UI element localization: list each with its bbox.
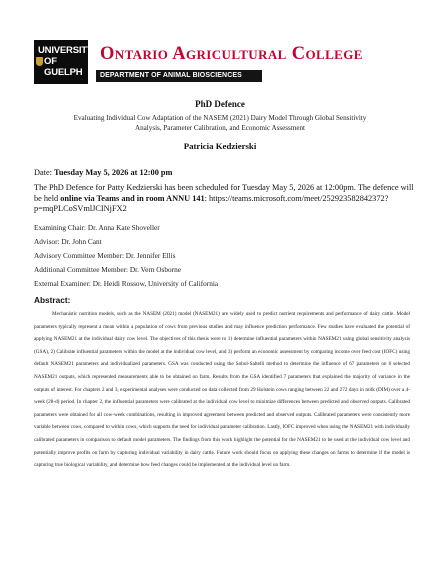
event-title: PhD Defence bbox=[195, 99, 245, 109]
abstract-text: Mechanistic nutrition models, such as the NASEM (2021) model (NASEM21) are widely used to predict nutrient requirements and performance of dairy cattle. Model parameters typically represent a mean within a population of cows from previous studies and may influence prediction performance. Few studies have evaluated the potential of applying NASEM21 at the individual dairy cow level. The objectives of this thesis were to 1) determine influential parameters within NASEM21 using global sensitivity analysis (GSA), 2) Calibrate influential parameters within the model at the individual cow level, and 3) perform an economic assessment by comparing income over feed cost (IOFC) using default NASEM21 parameters and individualized parameters. GSA was conducted using the Sobol-Saltelli method to determine the influence of 67 parameters on 6 selected NASEM21 outputs, which represented measurements able to be obtained on farm. Results from the GSA identified 7 parameters that explained the majority of variance in the outputs of interest. For chapters 2 and 3, experimental analyses were conducted on data collected from 29 Holstein cows ranging between 22 and 272 days in milk (DIM) over a 4-week (28-d) period. In chapter 2, the influential parameters were calibrated at the individual cow level to minimize differences between predicted and observed outputs. Calibrated parameters were obtained for all cow-week combinations, resulting in improved agreement between predicted and observed outputs. Calibrated parameters were consistently more variable between cows, compared to within cows, which supports the need for individual parameter calibration. Lastly, IOFC improved when using the NASEM21 with individually calibrated parameters in comparison to default model parameters. The findings from this work highlight the potential for the NASEM21 to be used at the individual cow level and potentially improve profits on farm by capturing individual variability in dairy cattle. Future work should focus on applying these changes on farms to determine if the model is capturing true biological variability, and determine how feed changes could be implemented at the individual level on farm. bbox=[34, 311, 410, 469]
announcement-text: The PhD Defence for Patty Kedzierski has been scheduled for Tuesday May 5, 2026 at 12:00pm. The defence will be held bbox=[34, 183, 414, 203]
logo-text-of: OF bbox=[44, 56, 57, 67]
candidate-name: Patricia Kedzierski bbox=[183, 141, 257, 151]
logo-text-guelph: GUELPH bbox=[44, 67, 83, 78]
examining-chair: Examining Chair: Dr. Anna Kate Shoveller bbox=[34, 223, 160, 232]
shield-icon bbox=[36, 57, 43, 66]
additional-committee-member: Additional Committee Member: Dr. Vern Osborne bbox=[34, 265, 181, 274]
teams-link[interactable]: : https://teams.microsoft.com/meet/252923582842372?p=mqPLCoSVmlJCINjFX2 bbox=[34, 193, 389, 214]
external-examiner: External Examiner: Dr. Heidi Rossow, University of California bbox=[34, 279, 219, 288]
date-label: Date: bbox=[34, 168, 55, 177]
thesis-title: Evaluating Individual Cow Adaptation of the NASEM (2021) Dairy Model Through Global Sensitivity Analysis, Parameter Calibration, and Economic Assessment bbox=[73, 114, 367, 132]
date-line bbox=[34, 168, 172, 177]
advisor: Advisor: Dr. John Cant bbox=[34, 237, 102, 246]
date-value: Tuesday May 5, 2026 at 12:00 pm bbox=[54, 168, 173, 177]
university-logo bbox=[34, 40, 94, 84]
announcement-location: online via Teams and in room ANNU 141 bbox=[60, 193, 205, 203]
announcement bbox=[34, 183, 418, 215]
college-name: Ontario Agricultural College bbox=[100, 44, 363, 64]
logo-text-university: UNIVERSITY bbox=[38, 45, 94, 56]
abstract-heading: Abstract: bbox=[34, 295, 71, 305]
header bbox=[34, 40, 410, 84]
advisory-committee-member: Advisory Committee Member: Dr. Jennifer Ellis bbox=[34, 251, 176, 260]
department-bar: DEPARTMENT OF ANIMAL BIOSCIENCES bbox=[96, 70, 262, 82]
